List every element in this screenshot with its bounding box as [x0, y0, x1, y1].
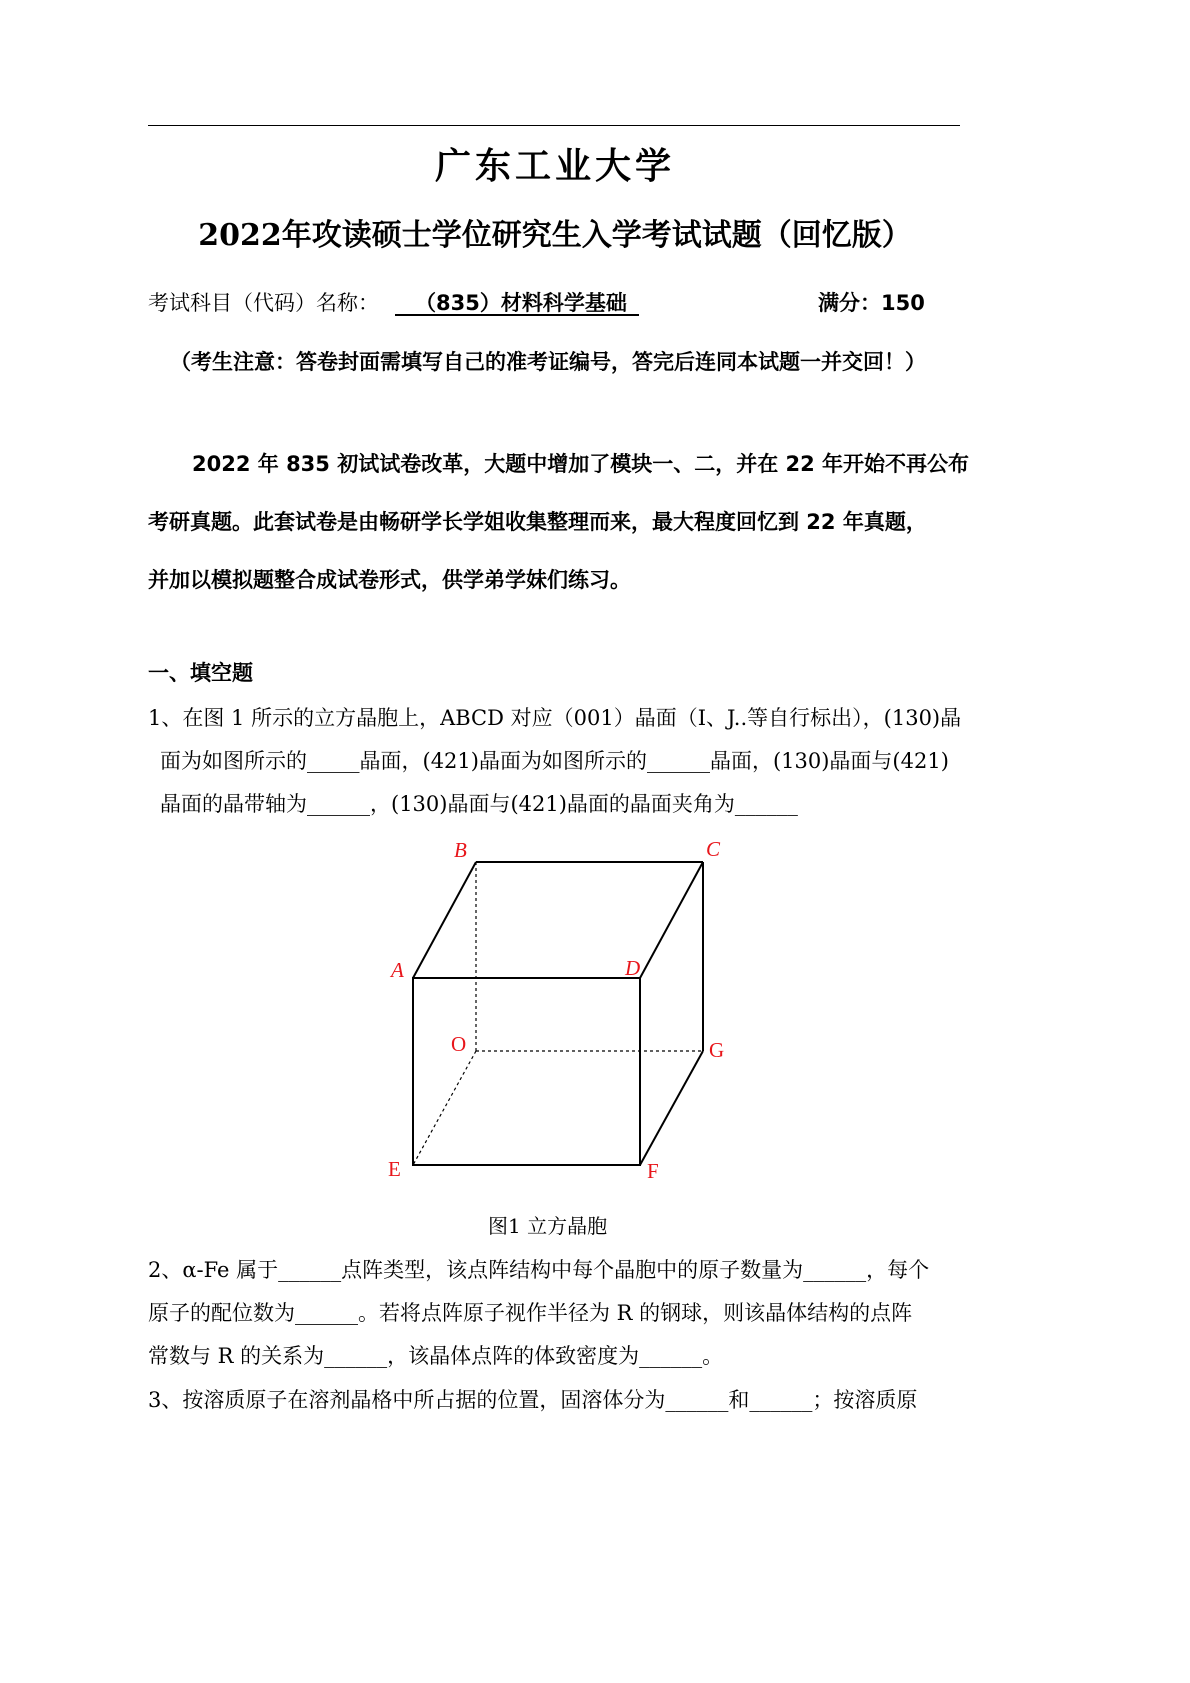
question-1-line: 1、在图 1 所示的立方晶胞上，ABCD 对应（001）晶面（I、J..等自行标出），(130)晶	[148, 706, 962, 730]
label-f: F	[647, 1159, 659, 1183]
intro-line: 考研真题。此套试卷是由畅研学长学姐收集整理而来，最大程度回忆到 22 年真题，	[148, 510, 927, 534]
question-3-line: 3、按溶质原子在溶剂晶格中所占据的位置，固溶体分为______和______；按溶质原	[148, 1388, 918, 1412]
label-c: C	[706, 837, 721, 861]
front-face	[413, 978, 640, 1165]
notice: （考生注意：答卷封面需填写自己的准考证编号，答完后连同本试题一并交回！）	[170, 350, 926, 374]
question-2-line: 2、α-Fe 属于______点阵类型，该点阵结构中每个晶胞中的原子数量为______，每个	[148, 1258, 930, 1282]
label-d: D	[625, 956, 641, 980]
label-a: A	[391, 958, 404, 982]
full-score: 满分：150	[818, 291, 925, 315]
label-e: E	[388, 1157, 401, 1181]
label-g: G	[709, 1038, 725, 1062]
section-heading: 一、填空题	[148, 661, 253, 685]
subject-label: 考试科目（代码）名称：	[148, 291, 379, 315]
hidden-edge-oe	[413, 1051, 476, 1165]
edge-gf	[640, 1051, 703, 1165]
intro-line: 并加以模拟题整合成试卷形式，供学弟学妹们练习。	[148, 568, 631, 592]
intro-line: 2022 年 835 初试试卷改革，大题中增加了模块一、二，并在 22 年开始不再公布	[192, 452, 970, 476]
question-2-line: 原子的配位数为______。若将点阵原子视作半径为 R 的钢球，则该晶体结构的点阵	[148, 1301, 913, 1325]
question-2-line: 常数与 R 的关系为______，该晶体点阵的体致密度为______。	[148, 1344, 724, 1368]
figure-caption: 图1 立方晶胞	[488, 1214, 608, 1238]
label-o: O	[451, 1032, 467, 1056]
question-1-line: 晶面的晶带轴为______，(130)晶面与(421)晶面的晶面夹角为______	[160, 792, 798, 816]
university-title: 广东工业大学	[434, 145, 675, 187]
edge-ab	[413, 862, 476, 978]
subject-value: （835）材料科学基础	[395, 287, 639, 316]
label-b: B	[454, 838, 467, 862]
edge-cd	[640, 862, 703, 978]
question-1-line: 面为如图所示的_____晶面，(421)晶面为如图所示的______晶面，(130)晶面与(421)	[160, 749, 949, 773]
exam-title: 2022年攻读硕士学位研究生入学考试试题（回忆版）	[198, 218, 912, 253]
